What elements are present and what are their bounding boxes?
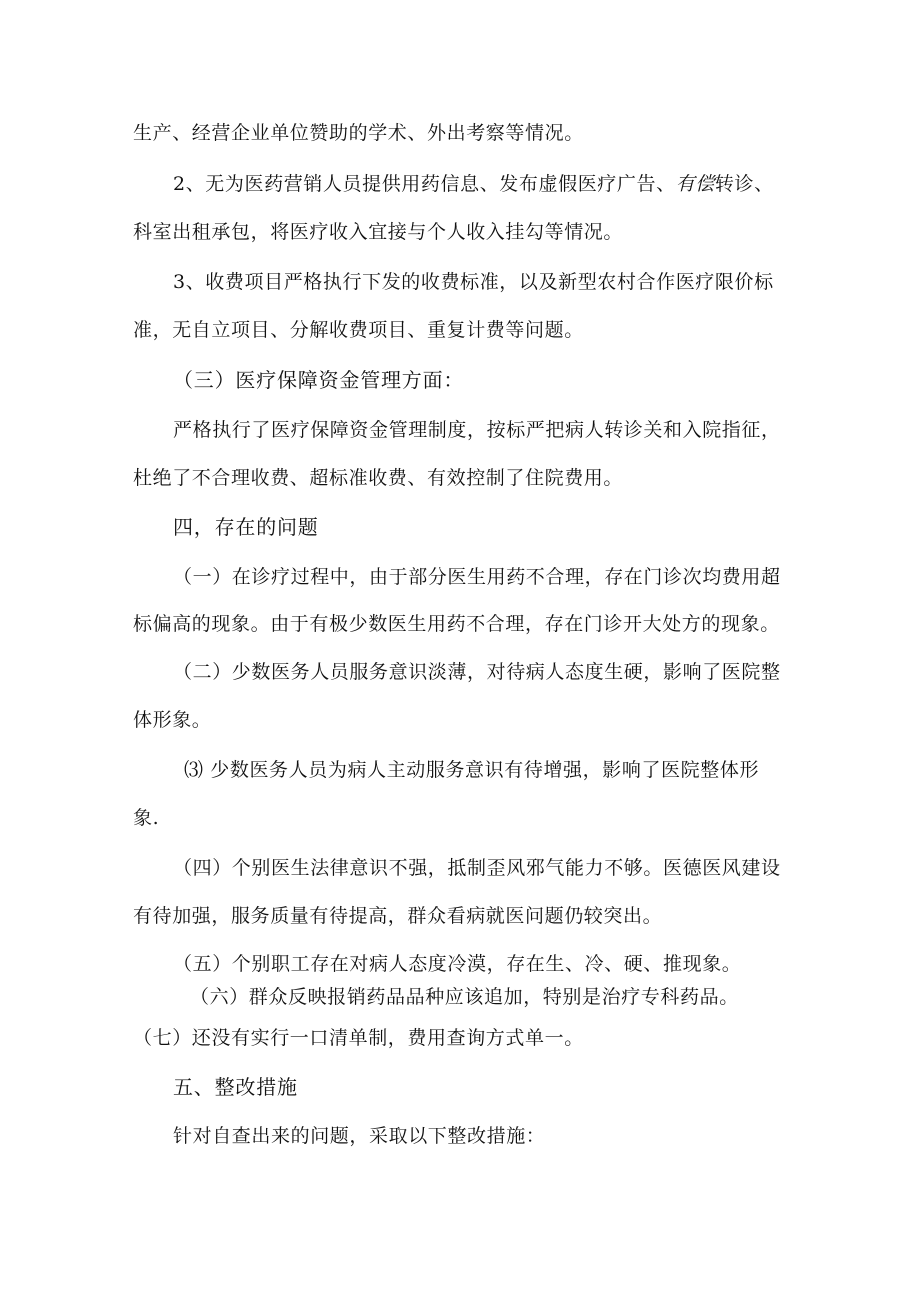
paragraph-line: （一）在诊疗过程中，由于部分医生用药不合理，存在门诊次均费用超	[173, 566, 781, 588]
paragraph-line: （五）个别职工存在对病人态度冷漠，存在生、冷、硬、推现象。	[173, 953, 742, 975]
paragraph-line: 严格执行了医疗保障资金管理制度，按标严把病人转诊关和入院指征，	[173, 419, 781, 441]
paragraph-line: （七）还没有实行一口清单制，费用查询方式单一。	[133, 1027, 584, 1049]
section-heading: 四，存在的问题	[173, 515, 319, 539]
paragraph-text: 2、无为医药营销人员提供用药信息、发布虚假医疗广告、	[173, 173, 676, 195]
paragraph-line: （四）个别医生法律意识不强，抵制歪风邪气能力不够。医德医风建设	[173, 857, 781, 879]
paragraph-line: 杜绝了不合理收费、超标准收费、有效控制了住院费用。	[133, 467, 624, 489]
section-heading: 五、整改措施	[173, 1075, 298, 1099]
paragraph-line: 针对自查出来的问题，采取以下整改措施：	[173, 1125, 546, 1147]
paragraph-line	[173, 172, 774, 196]
paragraph-line: 3、收费项目严格执行下发的收费标准，以及新型农村合作医疗限价标	[173, 271, 774, 293]
paragraph-text-italic: 有偿	[675, 173, 715, 195]
paragraph-line: （六）群众反映报销药品品种应该追加，特别是治疗专科药品。	[190, 986, 739, 1008]
paragraph-line: 象.	[133, 807, 160, 829]
paragraph-line: 科室出租承包，将医疗收入宜接与个人收入挂勾等情况。	[133, 221, 624, 243]
section-heading: （三）医疗保障资金管理方面：	[173, 368, 465, 392]
paragraph-line: 标偏高的现象。由于有极少数医生用药不合理，存在门诊开大处方的现象。	[133, 613, 780, 635]
paragraph-line: 准，无自立项目、分解收费项目、重复计费等问题。	[133, 319, 584, 341]
paragraph-line: ⑶ 少数医务人员为病人主动服务意识有待增强，影响了医院整体形	[184, 759, 760, 781]
paragraph-line: 体形象。	[133, 709, 212, 731]
paragraph-text: 转诊、	[714, 173, 774, 195]
paragraph-line: 有待加强，服务质量有待提高，群众看病就医问题仍较突出。	[133, 905, 663, 927]
paragraph-line: 生产、经营企业单位赞助的学术、外出考察等情况。	[133, 122, 584, 144]
paragraph-line: （二）少数医务人员服务意识淡薄，对待病人态度生硬，影响了医院整	[173, 661, 781, 683]
